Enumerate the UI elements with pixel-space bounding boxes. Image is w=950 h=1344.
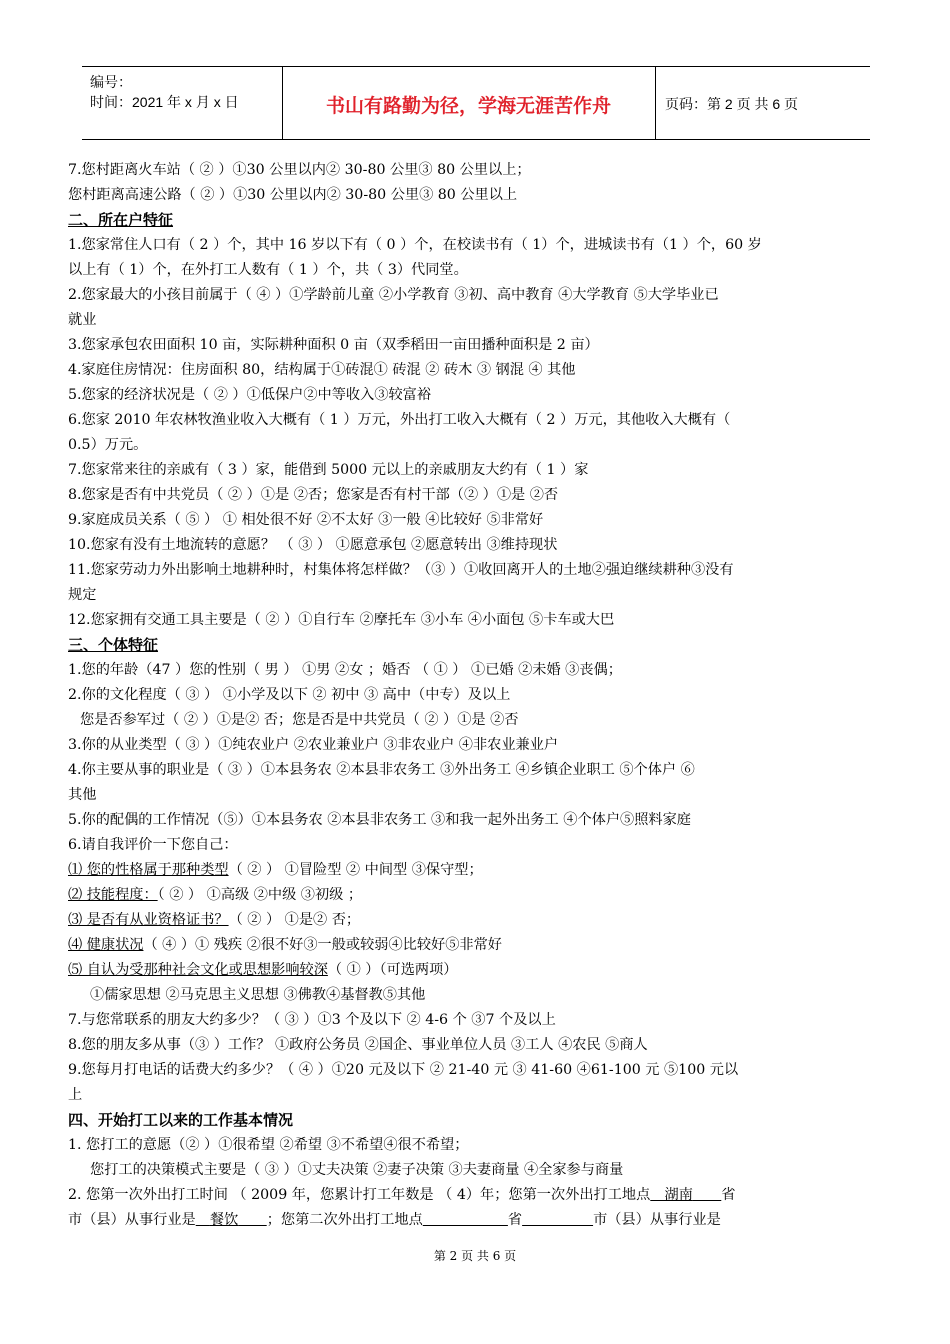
question-line: 9.家庭成员关系（ ⑤ ） ① 相处很不好 ②不太好 ③一般 ④比较好 ⑤非常好 bbox=[68, 512, 544, 528]
questionnaire-body bbox=[68, 158, 883, 1233]
question-line: 11.您家劳动力外出影响土地耕种时，村集体将怎样做？（③ ）①收回离开人的土地②强迫继续耕种③没有 bbox=[68, 562, 734, 578]
question-line bbox=[68, 883, 883, 908]
question-line: 2.你的文化程度（ ③ ） ①小学及以下 ② 初中 ③ 高中（中专）及以上 bbox=[68, 687, 511, 703]
page-footer: 第 2 页 共 6 页 bbox=[433, 1249, 517, 1263]
question-line: 12.您家拥有交通工具主要是（ ② ）①自行车 ②摩托车 ③小车 ④小面包 ⑤卡车或大巴 bbox=[68, 612, 615, 628]
question-line bbox=[68, 1208, 883, 1233]
question-line: 1.您的年龄（47 ）您的性别（ 男 ） ①男 ②女 ；婚否 （ ① ） ①已婚 ②未婚 ③丧偶； bbox=[68, 662, 622, 678]
section-heading: 三、个体特征 bbox=[68, 637, 159, 654]
filled-answer: 湖南 bbox=[664, 1187, 693, 1203]
blank-answer bbox=[423, 1212, 508, 1228]
sub-question-answer: （ ② ） ①冒险型 ② 中间型 ③保守型； bbox=[228, 862, 483, 878]
question-line: 您村距离高速公路（ ② ）①30 公里以内② 30-80 公里③ 80 公里以上 bbox=[68, 187, 518, 203]
question-line bbox=[68, 958, 883, 983]
sub-question-answer: （ ② ） ①是② 否； bbox=[228, 912, 361, 928]
question-line: 3.你的从业类型（ ③ ）①纯农业户 ②农业兼业户 ③非农业户 ④非农业兼业户 bbox=[68, 737, 559, 753]
number-label: 编号： bbox=[90, 74, 132, 90]
header-motto-cell bbox=[282, 67, 656, 139]
question-line bbox=[68, 908, 883, 933]
section-heading: 二、所在户特征 bbox=[68, 212, 174, 229]
question-line bbox=[68, 858, 883, 883]
question-text: ；您第二次外出打工地点 bbox=[266, 1212, 423, 1228]
question-line: 6.您家 2010 年农林牧渔业收入大概有（ 1 ）万元，外出打工收入大概有（ 2 ）万元，其他收入大概有（ bbox=[68, 412, 731, 428]
question-line bbox=[68, 1183, 883, 1208]
question-line: 1. 您打工的意愿（② ）①很希望 ②希望 ③不希望④很不希望； bbox=[68, 1137, 469, 1153]
question-line: 3.您家承包农田面积 10 亩，实际耕种面积 0 亩（双季稻田一亩田播种面积是 2 亩） bbox=[68, 337, 599, 353]
section-heading: 四、开始打工以来的工作基本情况 bbox=[68, 1112, 294, 1129]
question-text: 省 bbox=[721, 1187, 736, 1203]
page-number-label: 页码：第 2 页 共 6 页 bbox=[665, 96, 799, 112]
filled-answer: 餐饮 bbox=[209, 1212, 239, 1228]
sub-question-label: ⑵ 技能程度： bbox=[68, 887, 158, 903]
sub-question-label: ⑴ 您的性格属于那种类型 bbox=[68, 862, 229, 878]
question-line: 4.家庭住房情况：住房面积 80，结构属于①砖混① 砖混 ② 砖木 ③ 钢混 ④ 其他 bbox=[68, 362, 576, 378]
header-page-cell bbox=[655, 67, 870, 139]
question-line: 您打工的决策模式主要是（ ③ ）①丈夫决策 ②妻子决策 ③夫妻商量 ④全家参与商量 bbox=[90, 1162, 624, 1178]
question-line: 7.与您常联系的朋友大约多少？（ ③ ）①3 个及以下 ② 4-6 个 ③7 个及以上 bbox=[68, 1012, 556, 1028]
question-line: 4.你主要从事的职业是（ ③ ）①本县务农 ②本县非农务工 ③外出务工 ④乡镇企业职工 ⑤个体户 ⑥ bbox=[68, 762, 695, 778]
question-line bbox=[68, 933, 883, 958]
question-line: 上 bbox=[68, 1087, 83, 1103]
page-header bbox=[82, 66, 870, 140]
blank-answer bbox=[522, 1212, 593, 1228]
question-line: 2.您家最大的小孩目前属于（ ④ ）①学龄前儿童 ②小学教育 ③初、高中教育 ④大学教育 ⑤大学毕业已 bbox=[68, 287, 719, 303]
sub-question-label: ⑷ 健康状况 bbox=[68, 937, 144, 953]
question-line: 6.请自我评价一下您自己： bbox=[68, 837, 238, 853]
sub-question-answer: （ ② ） ①高级 ②中级 ③初级 ； bbox=[157, 887, 363, 903]
question-line: 9.您每月打电话的话费大约多少？（ ④ ）①20 元及以下 ② 21-40 元 ③ 41-60 ④61-100 元 ⑤100 元以 bbox=[68, 1062, 739, 1078]
question-line: 1.您家常住人口有（ 2 ）个，其中 16 岁以下有（ 0 ）个，在校读书有（ 1）个，进城读书有（1 ）个，60 岁 bbox=[68, 237, 762, 253]
sub-question-label: ⑶ 是否有从业资格证书？ bbox=[68, 912, 229, 928]
question-line: 7.您家常来往的亲戚有（ 3 ）家，能借到 5000 元以上的亲戚朋友大约有（ 1 ）家 bbox=[68, 462, 589, 478]
question-text: 市（县）从事行业是 bbox=[593, 1212, 721, 1228]
question-line: 8.您的朋友多从事（③ ）工作？ ①政府公务员 ②国企、事业单位人员 ③工人 ④农民 ⑤商人 bbox=[68, 1037, 648, 1053]
question-line: 其他 bbox=[68, 787, 97, 803]
question-text: 市（县）从事行业是 bbox=[68, 1212, 196, 1228]
question-line: 您是否参军过（ ② ）①是② 否；您是否是中共党员（ ② ）①是 ②否 bbox=[80, 712, 519, 728]
time-label: 时间：2021 年 x 月 x 日 bbox=[90, 94, 239, 110]
sub-question-answer: （ ④ ）① 残疾 ②很不好③一般或较弱④比较好⑤非常好 bbox=[143, 937, 502, 953]
question-text: 省 bbox=[507, 1212, 523, 1228]
question-line: ①儒家思想 ②马克思主义思想 ③佛教④基督教⑤其他 bbox=[90, 987, 426, 1003]
sub-question-answer: （ ① ）（可选两项） bbox=[327, 962, 458, 978]
question-line: 5.您家的经济状况是（ ② ）①低保户②中等收入③较富裕 bbox=[68, 387, 432, 403]
question-line: 以上有（ 1）个，在外打工人数有（ 1 ）个，共（ 3）代同堂。 bbox=[68, 262, 468, 278]
question-line: 就业 bbox=[68, 312, 97, 328]
header-meta-cell bbox=[82, 67, 283, 139]
sub-question-label: ⑸ 自认为受那种社会文化或思想影响较深 bbox=[68, 962, 328, 978]
motto: 书山有路勤为径，学海无涯苦作舟 bbox=[325, 96, 611, 117]
question-line: 7.您村距离火车站（ ② ）①30 公里以内② 30-80 公里③ 80 公里以上； bbox=[68, 162, 531, 178]
question-line: 规定 bbox=[68, 587, 97, 603]
question-line: 0.5）万元。 bbox=[68, 437, 148, 453]
question-line: 8.您家是否有中共党员（ ② ）①是 ②否；您家是否有村干部（② ）①是 ②否 bbox=[68, 487, 559, 503]
question-line: 10.您家有没有土地流转的意愿？ （ ③ ） ①愿意承包 ②愿意转出 ③维持现状 bbox=[68, 537, 558, 553]
question-line: 5.你的配偶的工作情况（⑤）①本县务农 ②本县非农务工 ③和我一起外出务工 ④个体户⑤照料家庭 bbox=[68, 812, 691, 828]
question-text: 2. 您第一次外出打工时间 （ 2009 年，您累计打工年数是 （ 4）年；您第一次外出打工地点 bbox=[68, 1187, 651, 1203]
